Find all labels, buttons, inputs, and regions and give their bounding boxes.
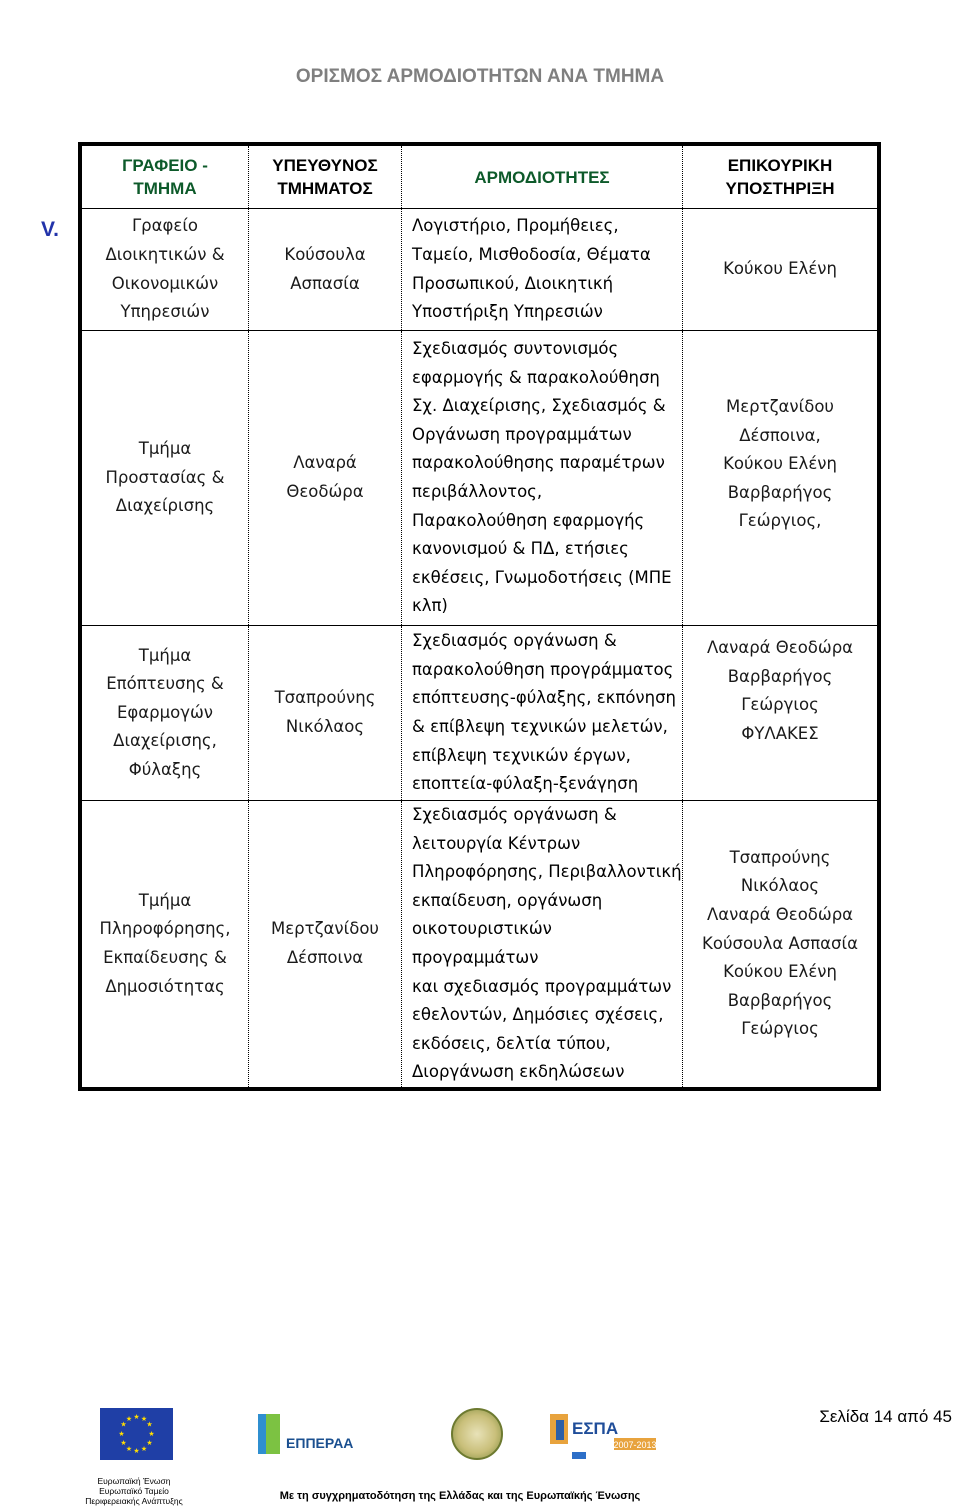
support-cell: Μερτζανίδου Δέσποινα, Κούκου Ελένη Βαρβαρήγος Γεώργιος, [683,331,880,626]
head-cell: Λαναρά Θεοδώρα [249,331,402,626]
duties-cell: Σχεδιασμός οργάνωση & παρακολούθηση προγράμματος επόπτευσης-φύλαξης, εκπόνηση & επίβλεψη τεχνικών μελετών, επίβλεψη τεχνικών έργων, εποπτεία-φύλαξη-ξενάγηση [402,626,683,801]
header-support: ΕΠΙΚΟΥΡΙΚΗ ΥΠΟΣΤΗΡΙΞΗ [683,144,880,209]
espa-logo [548,1408,658,1460]
table-row [80,626,879,801]
duties-table [78,142,881,1091]
support-cell: Τσαπρούνης Νικόλαος Λαναρά Θεοδώρα Κούσουλα Ασπασία Κούκου Ελένη Βαρβαρήγος Γεώργιος [683,801,880,1089]
header-department: ΓΡΑΦΕΙΟ - ΤΜΗΜΑ [80,144,249,209]
epperaa-label: ΕΠΠΕΡΑΑ [286,1435,354,1451]
support-cell: Λαναρά Θεοδώρα Βαρβαρήγος Γεώργιος ΦΥΛΑΚΕΣ [683,626,880,801]
svg-text:★: ★ [133,1447,140,1455]
table-header-row [80,144,879,209]
svg-text:★: ★ [140,1415,148,1423]
head-cell: Μερτζανίδου Δέσποινα [249,801,402,1089]
duties-cell: Λογιστήριο, Προμήθειες, Ταμείο, Μισθοδοσία, Θέματα Προσωπικού, Διοικητική Υποστήριξη Υπηρεσιών [402,209,683,331]
header-head: ΥΠΕΥΘΥΝΟΣ ΤΜΗΜΑΤΟΣ [249,144,402,209]
head-cell: Τσαπρούνης Νικόλαος [249,626,402,801]
epperaa-logo [256,1410,354,1460]
table-row [80,209,879,331]
footer [0,1402,960,1505]
svg-text:★: ★ [118,1430,125,1438]
eu-flag-logo [100,1408,173,1460]
head-cell: Κούσουλα Ασπασία [249,209,402,331]
department-cell: Γραφείο Διοικητικών & Οικονομικών Υπηρεσιών [80,209,249,331]
table-row [80,801,879,1089]
department-cell: Τμήμα Επόπτευσης & Εφαρμογών Διαχείρισης, Φύλαξης [80,626,249,801]
department-cell: Τμήμα Προστασίας & Διαχείρισης [80,331,249,626]
table-row [80,331,879,626]
support-cell: Κούκου Ελένη [683,209,880,331]
page-title: ΟΡΙΣΜΟΣ ΑΡΜΟΔΙΟΤΗΤΩΝ ΑΝΑ ΤΜΗΜΑ [295,66,665,87]
espa-label: ΕΣΠΑ [572,1419,619,1438]
svg-text:★: ★ [120,1420,127,1429]
eu-caption: Ευρωπαϊκή Ένωση Ευρωπαϊκό Ταμείο Περιφερειακής Ανάπτυξης [85,1476,183,1506]
duties-cell: Σχεδιασμός οργάνωση & λειτουργία Κέντρων Πληροφόρησης, Περιβαλλοντική εκπαίδευση, οργάνωση οικοτουριστικών προγραμμάτων και σχεδιασμός προγραμμάτων εθελοντών, Δημόσιες σχέσεις, εκδόσεις, δελτία τύπου, Διοργάνωση εκδηλώσεων [402,801,683,1089]
svg-text:★: ★ [140,1445,148,1453]
seal-logo [451,1408,503,1460]
espa-years: 2007-2013 [613,1440,657,1450]
svg-text:★: ★ [125,1415,133,1423]
svg-text:★: ★ [125,1445,133,1453]
svg-text:★: ★ [148,1430,155,1438]
page-number: Σελίδα 14 από 45 [819,1407,952,1426]
header-duties: ΑΡΜΟΔΙΟΤΗΤΕΣ [402,144,683,209]
svg-text:★: ★ [146,1420,153,1429]
row-marker: V. [41,218,59,241]
svg-text:★: ★ [146,1439,153,1447]
duties-cell: Σχεδιασμός συντονισμός εφαρμογής & παρακολούθηση Σχ. Διαχείρισης, Σχεδιασμός & Οργάνωση προγραμμάτων παρακολούθησης παραμέτρων περιβάλλοντος, Παρακολούθηση εφαρμογής κανονισμού & ΠΔ, ετήσιες εκθέσεις, Γνωμοδοτήσεις (ΜΠΕ κλπ) [402,331,683,626]
svg-text:★: ★ [120,1439,127,1447]
department-cell: Τμήμα Πληροφόρησης, Εκπαίδευσης & Δημοσιότητας [80,801,249,1089]
cofunding-note: Με τη συγχρηματοδότηση της Ελλάδας και της Ευρωπαϊκής Ένωσης [279,1490,641,1502]
svg-text:★: ★ [133,1413,140,1421]
eu-stars-icon [100,1408,173,1460]
